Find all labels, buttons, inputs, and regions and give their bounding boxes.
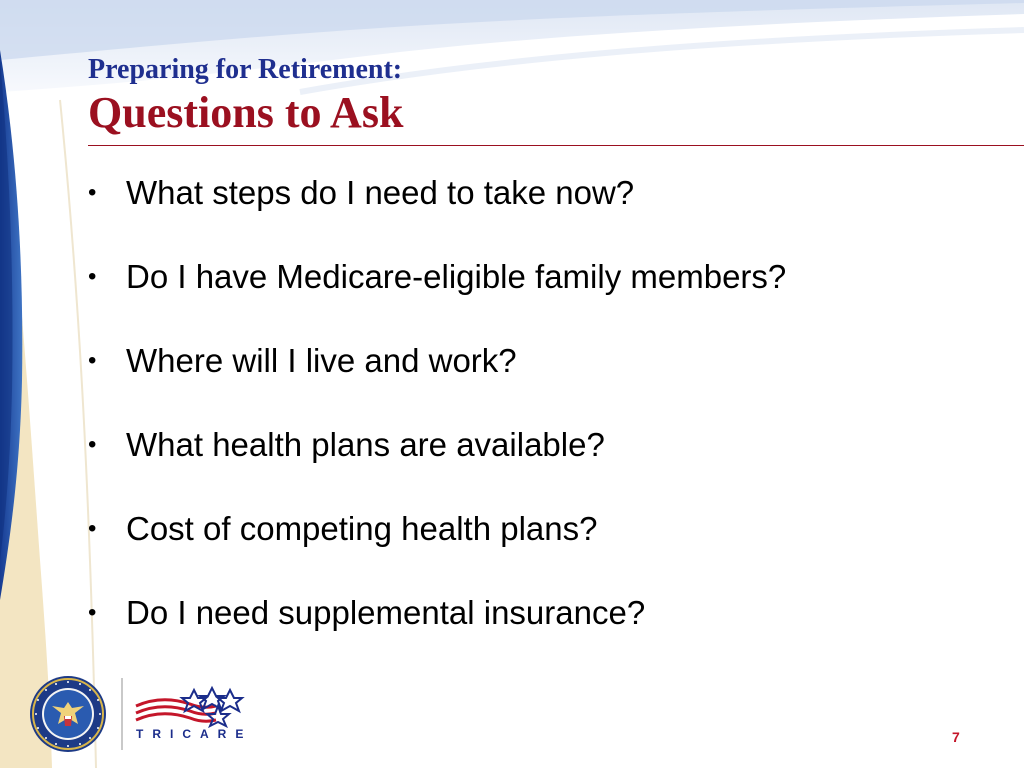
- tricare-logo-icon: [134, 684, 246, 728]
- tricare-wordmark: TRICARE: [136, 727, 253, 741]
- page-number: 7: [952, 729, 960, 745]
- footer-divider: [121, 678, 123, 750]
- bullet-item: [88, 422, 1008, 506]
- bullet-marker: •: [88, 179, 97, 206]
- bullet-list: [88, 170, 1008, 674]
- bullet-text: Do I have Medicare-eligible family members?: [126, 258, 787, 295]
- bullet-marker: •: [88, 431, 97, 458]
- bullet-marker: •: [88, 599, 97, 626]
- bullet-text: Do I need supplemental insurance?: [126, 594, 646, 631]
- slide-title: Questions to Ask: [88, 88, 404, 137]
- title-divider: [88, 145, 1024, 146]
- bullet-item: [88, 170, 1008, 254]
- bullet-item: [88, 254, 1008, 338]
- bullet-item: [88, 506, 1008, 590]
- bullet-marker: •: [88, 263, 97, 290]
- bullet-marker: •: [88, 347, 97, 374]
- bullet-text: Where will I live and work?: [126, 342, 517, 379]
- slide-subtitle: Preparing for Retirement:: [88, 54, 403, 85]
- bullet-text: What steps do I need to take now?: [126, 174, 635, 211]
- bullet-item: [88, 338, 1008, 422]
- bullet-item: [88, 590, 1008, 674]
- bullet-text: What health plans are available?: [126, 426, 605, 463]
- department-of-defense-seal-icon: [28, 674, 108, 754]
- bullet-marker: •: [88, 515, 97, 542]
- bullet-text: Cost of competing health plans?: [126, 510, 598, 547]
